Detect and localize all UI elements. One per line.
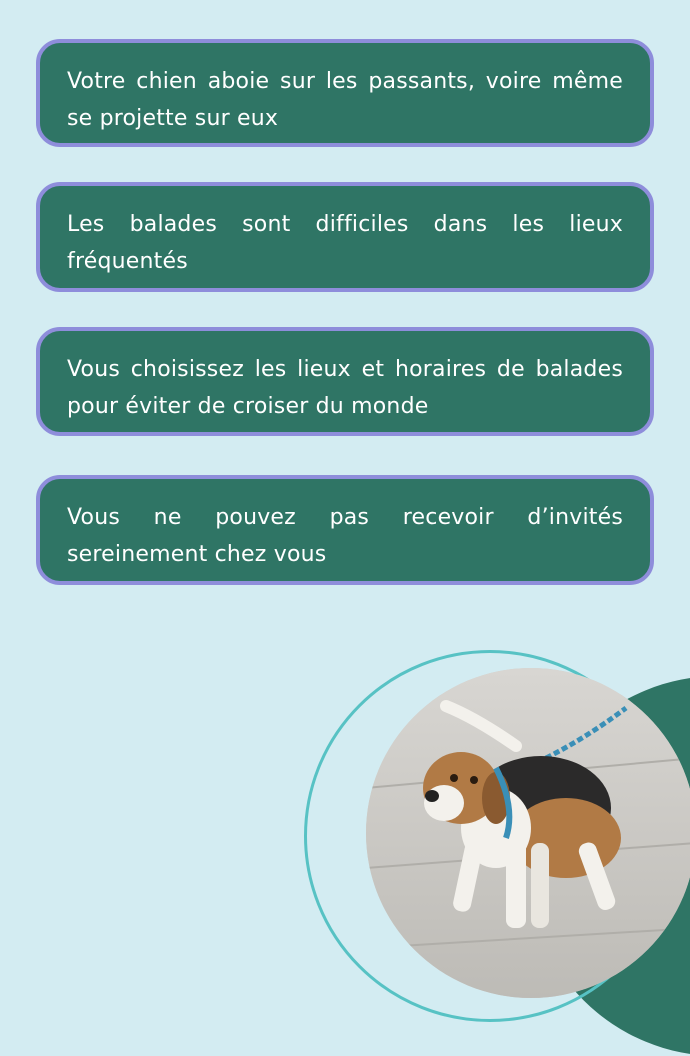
issue-text-3: Vous choisissez les lieux et horaires de balades pour éviter de croiser du monde xyxy=(67,357,623,419)
issue-card-1 xyxy=(36,39,654,147)
beagle-illustration xyxy=(366,668,690,998)
dog-photo xyxy=(366,668,690,998)
issue-text-2: Les balades sont difficiles dans les lieux fréquentés xyxy=(67,212,623,274)
issue-text-1: Votre chien aboie sur les passants, voire même se projette sur eux xyxy=(67,69,623,131)
issue-card-4 xyxy=(36,475,654,585)
issue-text-4: Vous ne pouvez pas recevoir d’invités sereinement chez vous xyxy=(67,505,623,567)
issue-card-2 xyxy=(36,182,654,292)
issue-card-3 xyxy=(36,327,654,436)
